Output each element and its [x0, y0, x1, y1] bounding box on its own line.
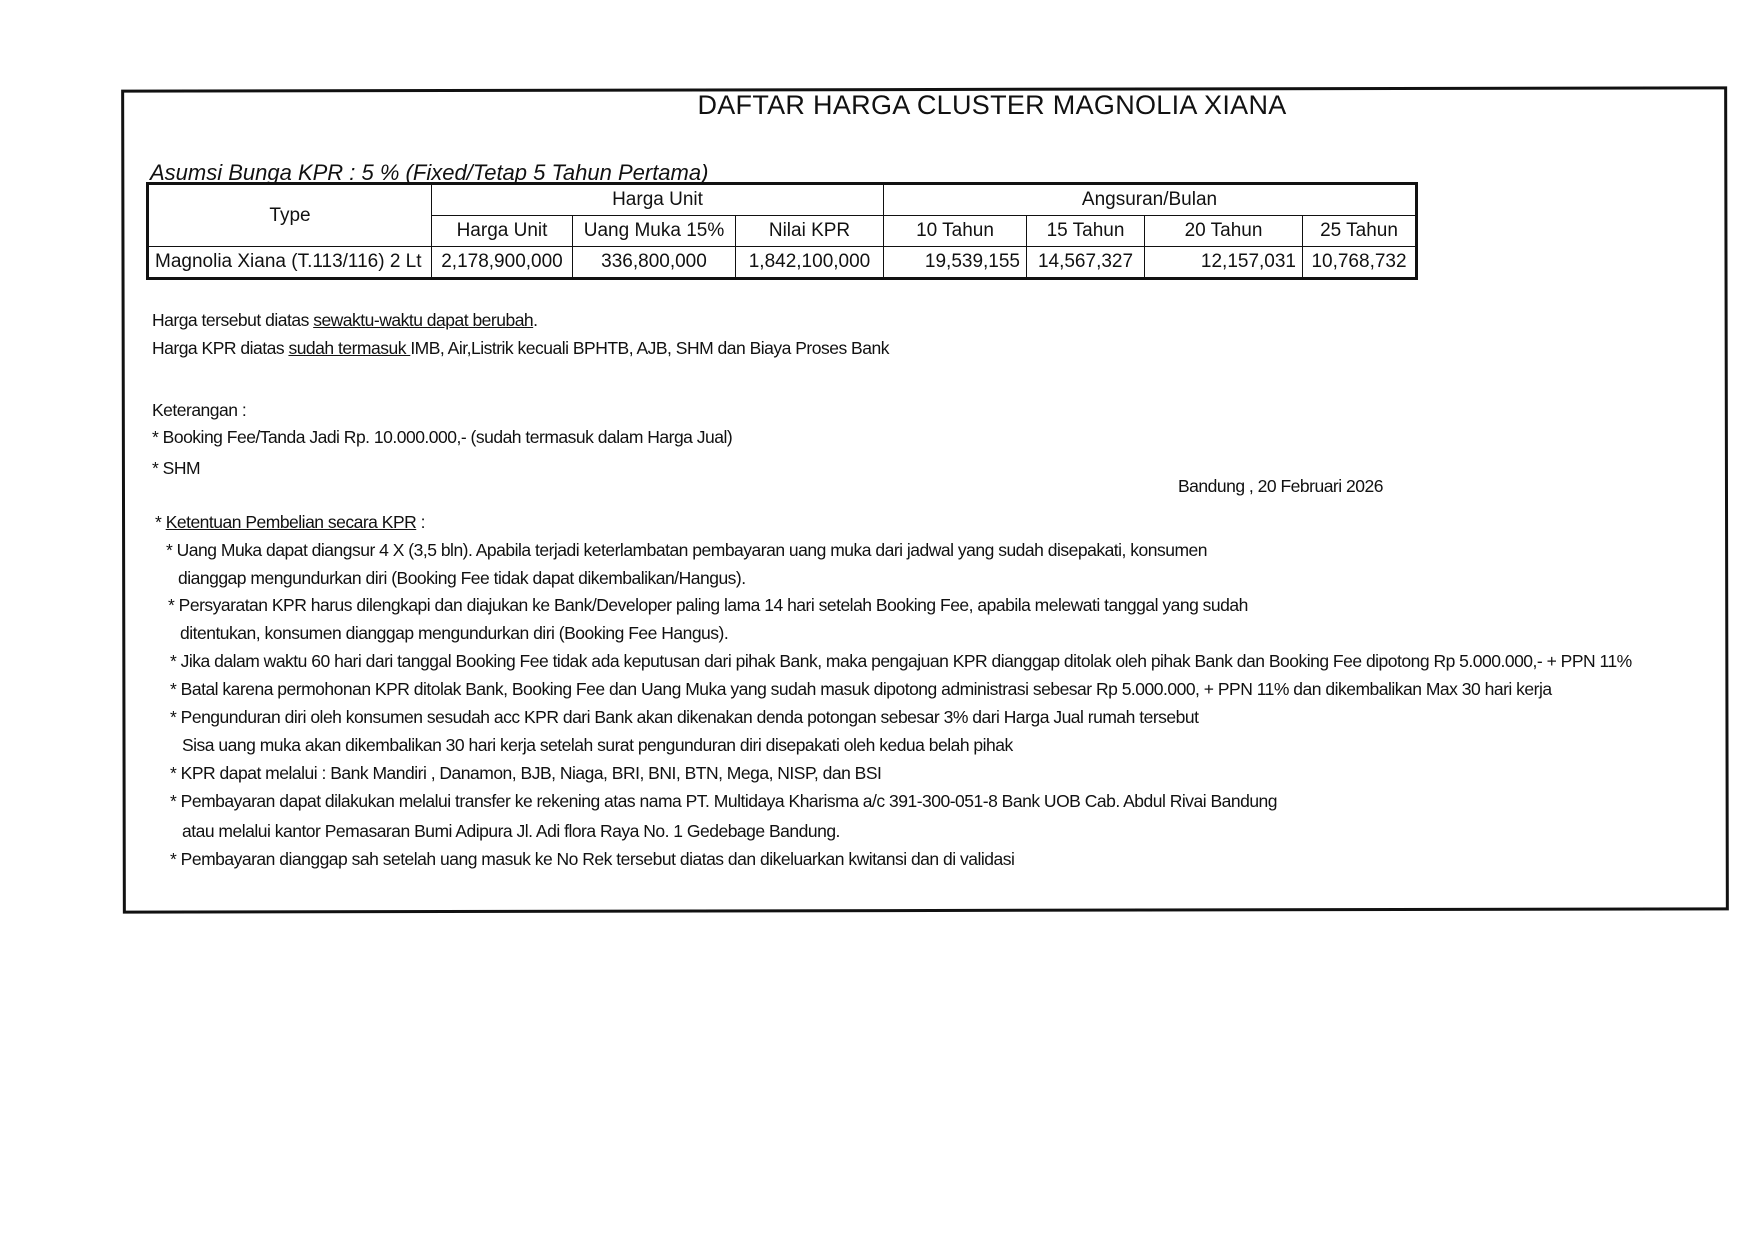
cell-25-tahun: 10,768,732 [1303, 247, 1417, 279]
bullet: * [155, 512, 166, 532]
header-type: Type [148, 184, 432, 247]
header-angsuran-group: Angsuran/Bulan [884, 184, 1417, 216]
note-underlined: sudah termasuk [288, 338, 411, 358]
header-25-tahun: 25 Tahun [1303, 216, 1417, 247]
cell-harga-unit: 2,178,900,000 [432, 247, 573, 279]
ketentuan-line: * KPR dapat melalui : Bank Mandiri , Danamon, BJB, Niaga, BRI, BNI, BTN, Mega, NISP, dan BSI [170, 763, 882, 783]
cell-15-tahun: 14,567,327 [1027, 247, 1145, 279]
table-row [148, 247, 1417, 279]
header-15-tahun: 15 Tahun [1027, 216, 1145, 247]
header-uang-muka: Uang Muka 15% [573, 216, 736, 247]
ketentuan-line: * Pembayaran dapat dilakukan melalui transfer ke rekening atas nama PT. Multidaya Kharisma a/c 391-300-051-8 Bank UOB Cab. Abdul Rivai Bandung [170, 791, 1278, 811]
keterangan-item: * Booking Fee/Tanda Jadi Rp. 10.000.000,- (sudah termasuk dalam Harga Jual) [152, 427, 733, 447]
note-price-change [152, 310, 538, 331]
ketentuan-line: atau melalui kantor Pemasaran Bumi Adipura Jl. Adi flora Raya No. 1 Gedebage Bandung. [182, 821, 840, 841]
cell-uang-muka: 336,800,000 [573, 247, 736, 279]
keterangan-item: * SHM [152, 458, 201, 478]
header-harga-unit-group: Harga Unit [432, 184, 884, 216]
header-nilai-kpr: Nilai KPR [736, 216, 884, 247]
note-text: IMB, Air,Listrik kecuali BPHTB, AJB, SHM dan Biaya Proses Bank [410, 338, 889, 358]
cell-nilai-kpr: 1,842,100,000 [736, 247, 884, 279]
place-date: Bandung , 20 Februari 2026 [1178, 476, 1383, 496]
note-text: Harga KPR diatas [152, 338, 289, 358]
header-harga-unit: Harga Unit [432, 216, 573, 247]
ketentuan-line: ditentukan, konsumen dianggap mengundurkan diri (Booking Fee Hangus). [180, 623, 729, 643]
keterangan-label: Keterangan : [152, 400, 247, 420]
price-table [146, 182, 1418, 280]
ketentuan-line: * Persyaratan KPR harus dilengkapi dan diajukan ke Bank/Developer paling lama 14 hari setelah Booking Fee, apabila melewati tanggal yang sudah [168, 595, 1248, 615]
ketentuan-line: * Batal karena permohonan KPR ditolak Bank, Booking Fee dan Uang Muka yang sudah masuk dipotong administrasi sebesar Rp 5.000.000, + PPN 11% dan dikembalikan Max 30 hari kerja [170, 679, 1552, 699]
header-20-tahun: 20 Tahun [1145, 216, 1303, 247]
ketentuan-line: * Pembayaran dianggap sah setelah uang masuk ke No Rek tersebut diatas dan dikeluarkan kwitansi dan di validasi [170, 849, 1015, 869]
header-10-tahun: 10 Tahun [884, 216, 1027, 247]
cell-type: Magnolia Xiana (T.113/116) 2 Lt [148, 247, 432, 279]
note-kpr-includes [152, 338, 889, 359]
note-text: Harga tersebut diatas [152, 310, 314, 330]
interest-assumption: Asumsi Bunga KPR : 5 % (Fixed/Tetap 5 Tahun Pertama) [150, 160, 709, 185]
cell-20-tahun: 12,157,031 [1145, 247, 1303, 279]
ketentuan-line: * Jika dalam waktu 60 hari dari tanggal Booking Fee tidak ada keputusan dari pihak Bank, maka pengajuan KPR dianggap ditolak oleh pihak Bank dan Booking Fee dipotong Rp 5.000.000,- + PPN 11% [170, 651, 1632, 671]
ketentuan-heading [155, 512, 425, 533]
ketentuan-line: * Pengunduran diri oleh konsumen sesudah acc KPR dari Bank akan dikenakan denda potongan sebesar 3% dari Harga Jual rumah tersebut [170, 707, 1199, 727]
cell-10-tahun: 19,539,155 [884, 247, 1027, 279]
note-text: . [533, 310, 538, 330]
note-underlined: sewaktu-waktu dapat berubah [313, 310, 534, 330]
ketentuan-title: Ketentuan Pembelian secara KPR [165, 512, 417, 532]
page-title: DAFTAR HARGA CLUSTER MAGNOLIA XIANA [697, 90, 1287, 120]
ketentuan-line: dianggap mengundurkan diri (Booking Fee tidak dapat dikembalikan/Hangus). [178, 568, 746, 588]
ketentuan-line: * Uang Muka dapat diangsur 4 X (3,5 bln). Apabila terjadi keterlambatan pembayaran uang muka dari jadwal yang sudah disepakati, konsumen [166, 540, 1208, 560]
ketentuan-line: Sisa uang muka akan dikembalikan 30 hari kerja setelah surat pengunduran diri disepakati oleh kedua belah pihak [182, 735, 1013, 755]
colon: : [416, 512, 425, 532]
